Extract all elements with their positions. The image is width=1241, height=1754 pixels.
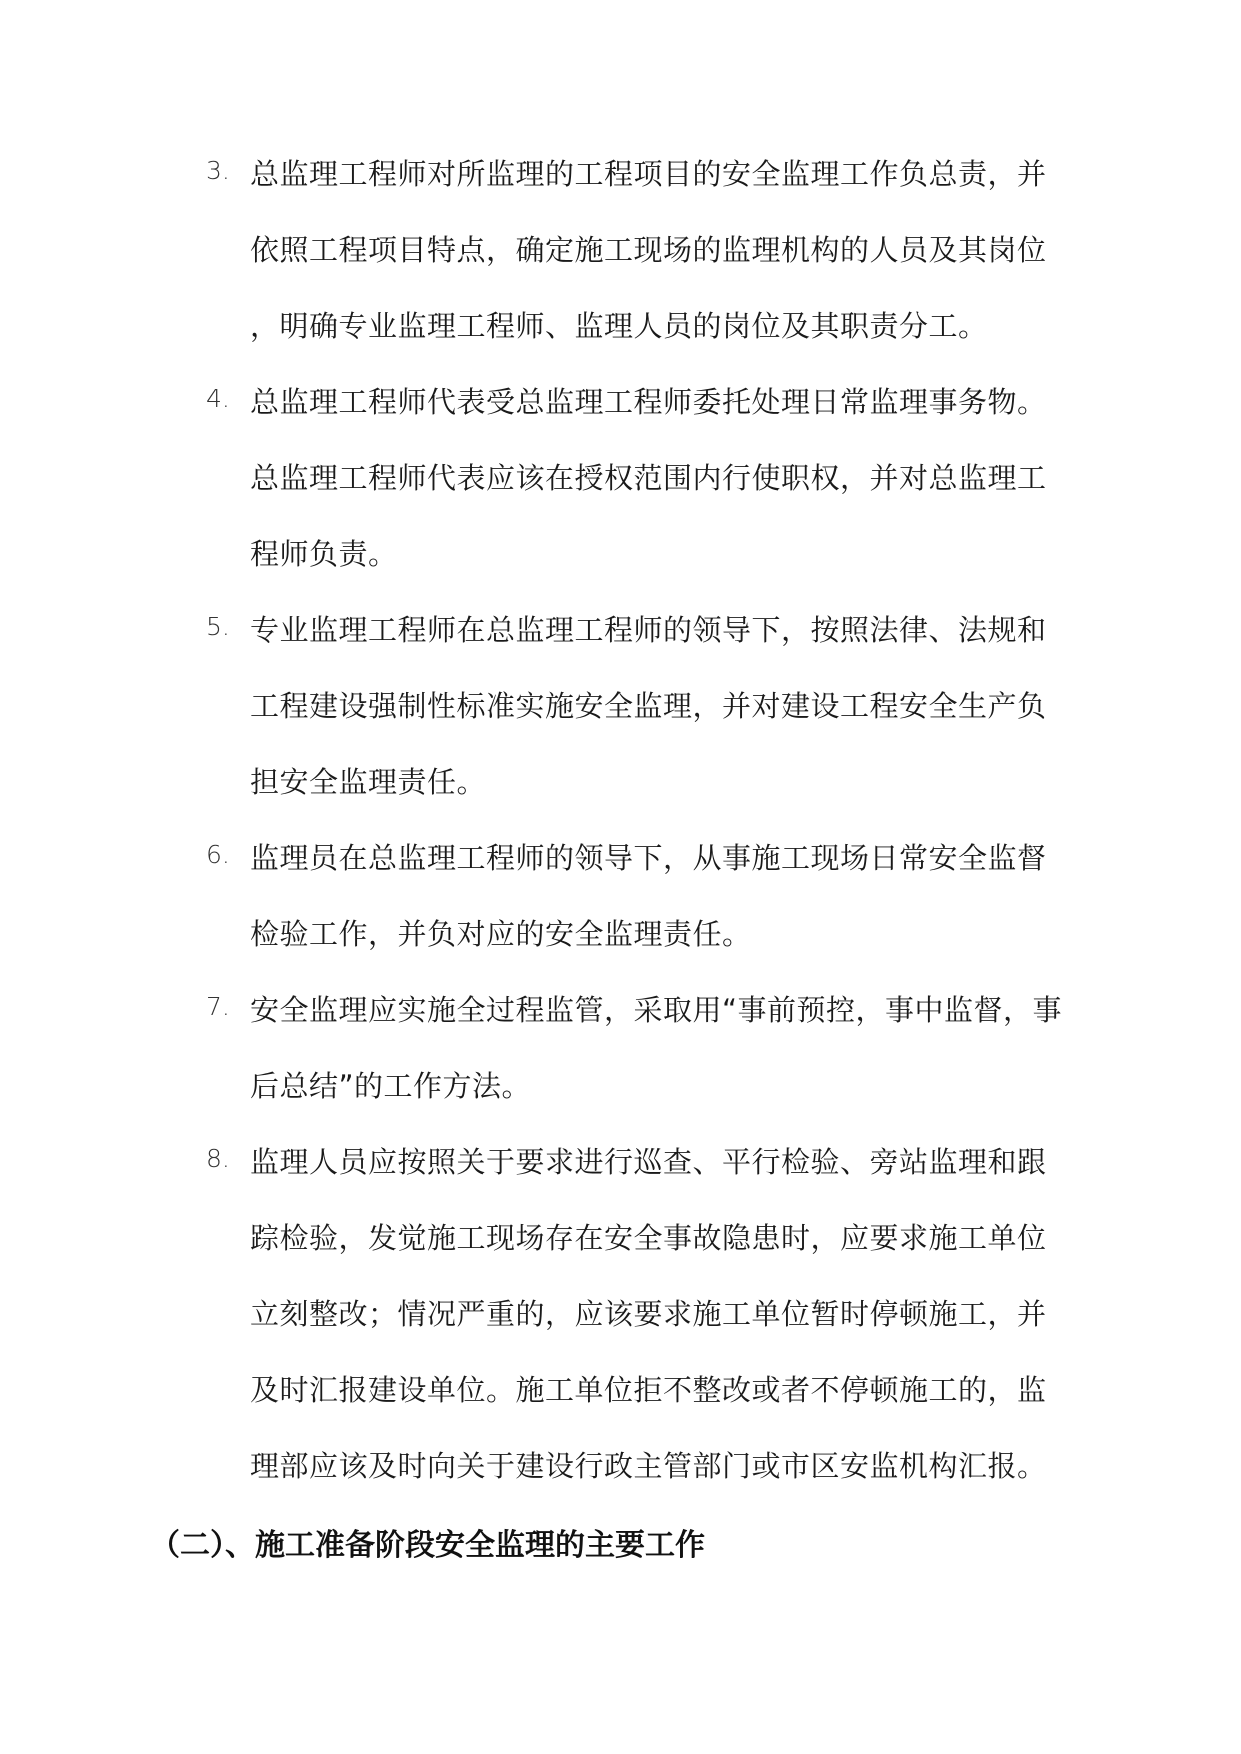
list-item-line: 安全监理应实施全过程监管，采取用“事前预控，事中监督，事 [250,993,1063,1027]
list-item-line: 后总结”的工作方法。 [250,1069,532,1103]
list-item-line: 立刻整改；情况严重的，应该要求施工单位暂时停顿施工，并 [250,1297,1047,1331]
section-heading: （二）、施工准备阶段安全监理的主要工作 [150,1528,705,1563]
list-item-number: 8. [206,1144,230,1173]
list-item-line: 担安全监理责任。 [250,765,487,799]
list-item-line: 总监理工程师对所监理的工程项目的安全监理工作负总责，并 [250,157,1047,191]
list-item-number: 6. [206,840,230,869]
list-item-line: 依照工程项目特点，确定施工现场的监理机构的人员及其岗位 [250,233,1047,267]
list-item-line: 总监理工程师代表应该在授权范围内行使职权，并对总监理工 [250,461,1047,495]
list-item-number: 3. [206,156,230,185]
list-item-line: 总监理工程师代表受总监理工程师委托处理日常监理事务物。 [250,385,1047,419]
list-item-line: 工程建设强制性标准实施安全监理，并对建设工程安全生产负 [250,689,1047,723]
list-item-line: ，明确专业监理工程师、监理人员的岗位及其职责分工。 [250,309,988,343]
list-item-line: 踪检验，发觉施工现场存在安全事故隐患时，应要求施工单位 [250,1221,1047,1255]
list-item-number: 4. [206,384,230,413]
list-item-line: 监理人员应按照关于要求进行巡查、平行检验、旁站监理和跟 [250,1145,1047,1179]
list-item-line: 程师负责。 [250,537,398,571]
list-item-line: 监理员在总监理工程师的领导下，从事施工现场日常安全监督 [250,841,1047,875]
list-item-line: 及时汇报建设单位。施工单位拒不整改或者不停顿施工的，监 [250,1373,1047,1407]
list-item-line: 专业监理工程师在总监理工程师的领导下，按照法律、法规和 [250,613,1047,647]
list-item-number: 5. [206,612,230,641]
list-item-line: 检验工作，并负对应的安全监理责任。 [250,917,752,951]
list-item-line: 理部应该及时向关于建设行政主管部门或市区安监机构汇报。 [250,1449,1047,1483]
list-item-number: 7. [206,992,230,1021]
